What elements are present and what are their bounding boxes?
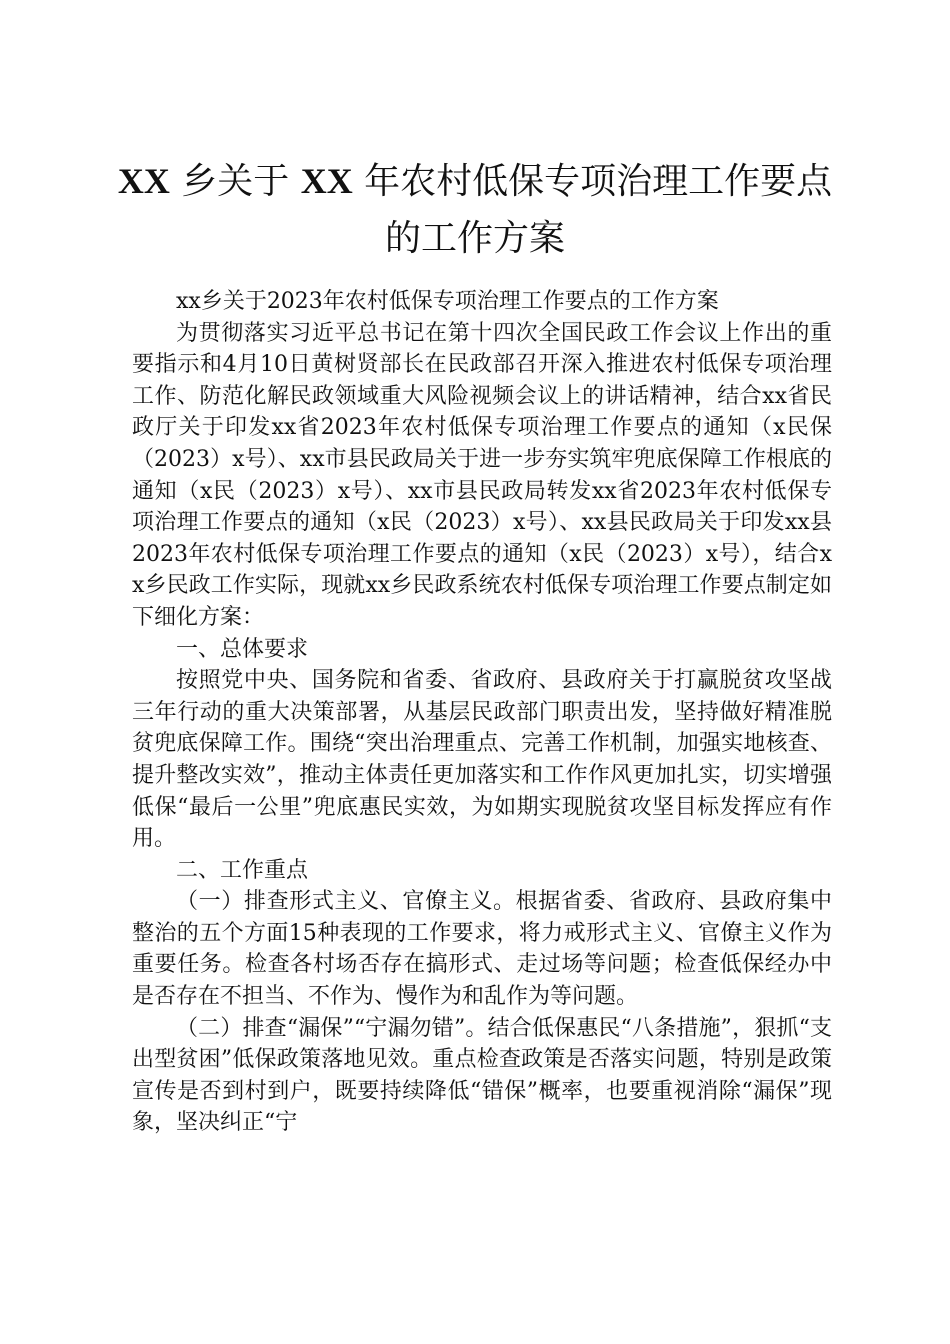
document-title-line-2: 的工作方案 <box>384 218 565 259</box>
general-requirements-paragraph: 按照党中央、国务院和省委、省政府、县政府关于打赢脱贫攻坚战三年行动的重大决策部署，从基层民政部门职责出发，坚持做好精准脱贫兜底保障工作。围绕“突出治理重点、完善工作机制，加强实地核查、提升整改实效”，推动主体责任更加落实和工作作风更加扎实，切实增强低保“最后一公里”兜底惠民实效，为如期实现脱贫攻坚目标发挥应有作用。 <box>132 668 832 852</box>
section-heading-general-requirements: 一、总体要求 <box>176 636 309 662</box>
intro-paragraph: 为贯彻落实习近平总书记在第十四次全国民政工作会议上作出的重要指示和4月10日黄树贤部长在民政部召开深入推进农村低保专项治理工作、防范化解民政领域重大风险视频会议上的讲话精神，结合xx省民政厅关于印发xx省2023年农村低保专项治理工作要点的通知（x民保（2023）x号）、xx市县民政局关于进一步夯实筑牢兜底保障工作根底的通知（x民（2023）x号）、xx市县民政局转发xx省2023年农村低保专项治理工作要点的通知（x民（2023）x号）、xx县民政局关于印发xx县2023年农村低保专项治理工作要点的通知（x民（2023）x号），结合xx乡民政工作实际，现就xx乡民政系统农村低保专项治理工作要点制定如下细化方案： <box>132 320 832 630</box>
work-focus-item-2: （二）排查“漏保”“宁漏勿错”。结合低保惠民“八条措施”，狠抓“支出型贫困”低保政策落地见效。重点检查政策是否落实问题，特别是政策宣传是否到村到户，既要持续降低“错保”概率，也要重视消除“漏保”现象，坚决纠正“宁 <box>132 1015 832 1136</box>
subtitle-paragraph: xx乡关于2023年农村低保专项治理工作要点的工作方案 <box>176 289 719 314</box>
title-text-2: 年农村低保专项治理工作要点 <box>352 161 833 202</box>
title-xx-2: XX <box>300 161 353 201</box>
title-text-1: 乡关于 <box>169 161 301 202</box>
section-heading-work-focus: 二、工作重点 <box>176 857 309 883</box>
title-xx-1: XX <box>117 161 170 201</box>
work-focus-item-1: （一）排查形式主义、官僚主义。根据省委、省政府、县政府集中整治的五个方面15种表现的工作要求，将力戒形式主义、官僚主义作为重要任务。检查各村场否存在搞形式、走过场等问题；检查低保经办中是否存在不担当、不作为、慢作为和乱作为等问题。 <box>132 889 832 1010</box>
document-body <box>132 286 832 1139</box>
document-title-line-1 <box>110 152 840 211</box>
